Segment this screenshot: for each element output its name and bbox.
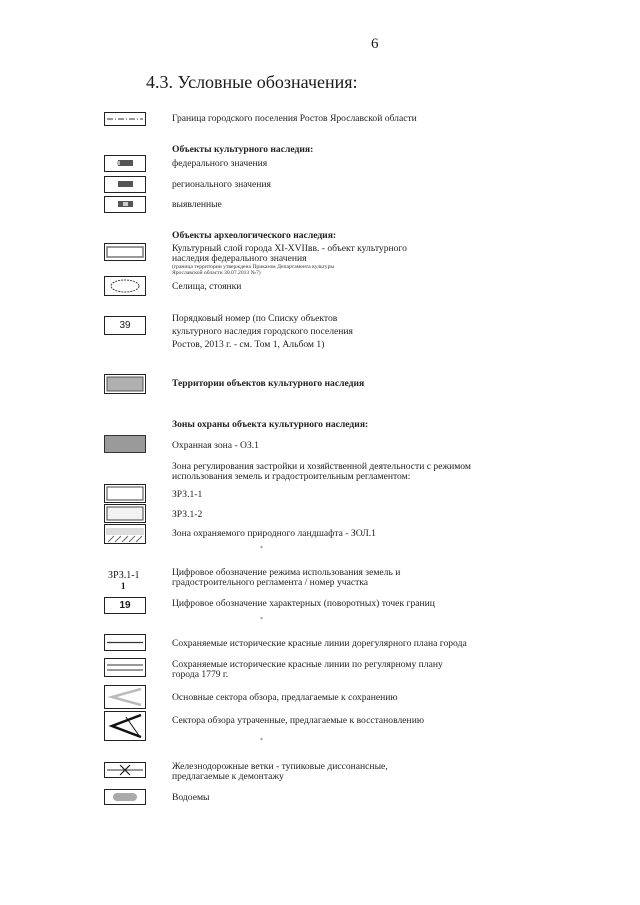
railway-line2: предлагаемые к демонтажу — [172, 771, 284, 782]
zrz1-symbol — [104, 484, 146, 503]
number-box: 39 — [104, 316, 146, 335]
settlements-label: Селища, стоянки — [172, 281, 242, 292]
regulation-line1: Зона регулирования застройки и хозяйственной деятельности с режимом — [172, 461, 471, 472]
protection-zone-symbol — [104, 435, 146, 453]
points-box: 19 — [104, 597, 146, 614]
number-line3: Ростов, 2013 г. - см. Том 1, Альбом 1) — [172, 339, 325, 350]
points-label: Цифровое обозначение характерных (поворотных) точек границ — [172, 598, 435, 609]
view-lost-symbol — [104, 711, 146, 741]
cultural-layer-symbol — [104, 243, 146, 261]
settlements-symbol — [104, 276, 146, 296]
railway-line1: Железнодорожные ветки - тупиковые диссонансные, — [172, 761, 388, 772]
separator-star: * — [260, 546, 263, 552]
regional-label: регионального значения — [172, 179, 271, 190]
view-lost-label: Сектора обзора утраченные, предлагаемые к восстановлению — [172, 715, 424, 726]
identified-symbol — [104, 196, 146, 213]
landscape-symbol — [104, 524, 146, 544]
separator-star: * — [260, 738, 263, 744]
territory-symbol — [104, 374, 146, 394]
landscape-label: Зона охраняемого природного ландшафта - ЗОЛ.1 — [172, 528, 376, 539]
red-lines-regular-line1: Сохраняемые исторические красные линии по регулярному плану — [172, 659, 443, 670]
zrz2-symbol — [104, 504, 146, 523]
federal-symbol — [104, 155, 146, 172]
code-line1: Цифровое обозначение режима использования земель и — [172, 567, 401, 578]
water-symbol — [104, 789, 146, 805]
red-lines-irregular-label: Сохраняемые исторические красные линии дорегулярного плана города — [172, 638, 467, 649]
federal-label: федерального значения — [172, 158, 268, 169]
number-line1: Порядковый номер (по Списку объектов — [172, 313, 338, 324]
regulation-line2: использования земель и градостроительным регламентом: — [172, 471, 411, 482]
separator-star: * — [260, 617, 263, 623]
section-heading: 4.3. Условные обозначения: — [146, 72, 358, 92]
page-number: 6 — [371, 36, 379, 52]
archaeo-heading: Объекты археологического наследия: — [172, 230, 337, 241]
regional-symbol — [104, 176, 146, 193]
layer-note2: Ярославской области 30.07.2013 №7) — [172, 270, 261, 276]
boundary-label: Граница городского поселения Ростов Ярославской области — [172, 113, 417, 124]
zones-heading: Зоны охраны объекта культурного наследия: — [172, 419, 369, 430]
red-lines-irregular-symbol — [104, 634, 146, 651]
zrz2-label: ЗРЗ.1-2 — [172, 509, 203, 520]
boundary-symbol — [104, 112, 146, 126]
red-lines-regular-symbol — [104, 658, 146, 677]
identified-label: выявленные — [172, 199, 222, 210]
view-sectors-label: Основные сектора обзора, предлагаемые к сохранению — [172, 692, 398, 703]
protection-zone-label: Охранная зона - ОЗ.1 — [172, 440, 259, 451]
view-sector-symbol — [104, 685, 146, 709]
red-lines-regular-line2: города 1779 г. — [172, 669, 229, 680]
number-line2: культурного наследия городского поселения — [172, 326, 353, 337]
code-label: ЗРЗ.1-1 — [108, 570, 140, 581]
zrz1-label: ЗРЗ.1-1 — [172, 489, 203, 500]
code-line2: градостроительного регламента / номер участка — [172, 577, 369, 588]
territory-label: Территории объектов культурного наследия — [172, 378, 365, 389]
layer-line1: Культурный слой города XI-XVIIвв. - объект культурного — [172, 243, 407, 254]
layer-note1: (граница территории утверждена Приказом Департамента культуры — [172, 264, 335, 270]
code-number: 1 — [121, 581, 126, 591]
cultural-heading: Объекты культурного наследия: — [172, 144, 314, 155]
layer-line2: наследия федерального значения — [172, 253, 307, 264]
railway-symbol — [104, 762, 146, 778]
water-label: Водоемы — [172, 792, 210, 803]
